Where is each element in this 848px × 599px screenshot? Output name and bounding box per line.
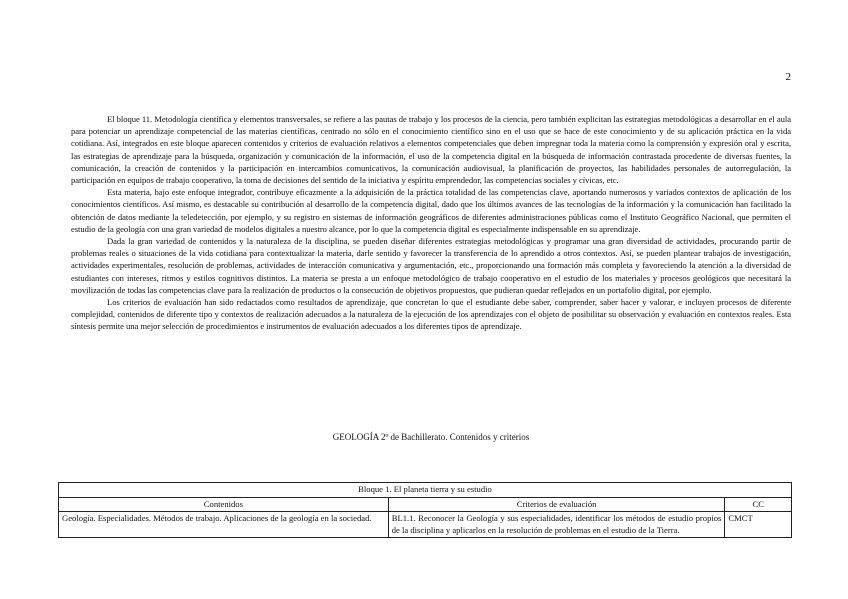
cell-contenidos: Geología. Especialidades. Métodos de trabajo. Aplicaciones de la geología en la sociedad. bbox=[59, 512, 389, 538]
page-number: 2 bbox=[785, 71, 791, 83]
paragraph-estrategias: Dada la gran variedad de contenidos y la naturaleza de la disciplina, se pueden diseñar diferentes estrategias metodológicas y programar una gran diversidad de actividades, procurando partir de problemas reales o situaciones de la vida cotidiana para contextualizar la materia, darle sentido y favorecer la transferencia de lo aprendido a otros contextos. Así, se pueden plantear trabajos de investigación, actividades experimentales, resolución de problemas, actividades de interacción comunicativa y argumentación, etc., proporcionando una formación más completa y favoreciendo la atención a la diversidad de estudiantes con intereses, ritmos y estilos cognitivos distintos. La materia se presta a un enfoque metodológico de trabajo cooperativo en el estudio de los materiales y procesos geológicos que necesitará la movilización de todas las competencias clave para la realización de productos o la consecución de objetivos propuestos, que pudieran quedar reflejados en un portafolio digital, por ejemplo. bbox=[71, 236, 791, 295]
header-cc: CC bbox=[725, 497, 792, 512]
block-title: Bloque 1. El planeta tierra y su estudio bbox=[59, 483, 792, 498]
header-contenidos: Contenidos bbox=[59, 497, 389, 512]
cell-criterios: BL1.1. Reconocer la Geología y sus especialidades, identificar los métodos de estudio propios de la disciplina y aplicarlos en la resolución de problemas en el estudio de la Tierra. bbox=[388, 512, 725, 538]
header-criterios: Criterios de evaluación bbox=[388, 497, 725, 512]
header-row bbox=[59, 497, 792, 512]
paragraph-metodologia: El bloque 11. Metodología científica y elementos transversales, se refiere a las pautas de trabajo y los procesos de la ciencia, pero también explicitan las estrategias metodológicas a desarrollar en el aula para potenciar un aprendizaje competencial de las materias científicas, centrado no sólo en el conocimiento científico sino en el uso que se hace de este conocimiento y de su aplicación práctica en la vida cotidiana. Así, integrados en este bloque aparecen contenidos y criterios de evaluación relativos a elementos competenciales que deben impregnar toda la materia como la comprensión y expresión oral y escrita, las estrategias de aprendizaje para la búsqueda, organización y comunicación de la información, el uso de la competencia digital en la búsqueda de información contrastada procedente de diversas fuentes, la comunicación, la creación de contenidos y la participación en intercambios comunicativos, la comunicación audiovisual, la planificación de proyectos, las habilidades personales de autorregulación, la participación en equipos de trabajo cooperativo, la toma de decisiones del sentido de la iniciativa y espíritu emprendedor, las competencias sociales y cívicas, etc. bbox=[71, 114, 791, 186]
paragraph-criterios-evaluacion: Los criterios de evaluación han sido redactados como resultados de aprendizaje, que concretan lo que el estudiante debe saber, comprender, saber hacer y valorar, e incluyen procesos de diferente complejidad, contenidos de diferente tipo y contextos de realización adecuados a la naturaleza de la ejecución de los aprendizajes con el objeto de posibilitar su observación y evaluación en contextos reales. Esta síntesis permite una mejor selección de procedimientos e instrumentos de evaluación adecuados a los diferentes tipos de aprendizaje. bbox=[71, 297, 791, 332]
paragraph-enfoque-integrador: Esta materia, bajo este enfoque integrador, contribuye eficazmente a la adquisición de la práctica totalidad de las competencias clave, aportando numerosos y variados contextos de aplicación de los conocimientos científicos. Así mismo, es destacable su contribución al desarrollo de la competencia digital, dado que los últimos avances de las tecnologías de la información y la comunicación han facilitado la obtención de datos mediante la teledetección, por ejemplo, y su registro en sistemas de información geográficos de diferentes administraciones públicas como el Instituto Geográfico Nacional, que permiten el estudio de la geología con una gran variedad de modelos digitales a nuestro alcance, por lo que la competencia digital es especialmente indispensable en su aprendizaje. bbox=[71, 187, 791, 234]
criteria-table bbox=[58, 482, 792, 538]
cell-cc: CMCT bbox=[725, 512, 792, 538]
table-row bbox=[59, 512, 792, 538]
body-text bbox=[71, 113, 791, 333]
block-title-row bbox=[59, 483, 792, 498]
table-caption: GEOLOGÍA 2º de Bachillerato. Contenidos y criterios bbox=[332, 432, 530, 442]
